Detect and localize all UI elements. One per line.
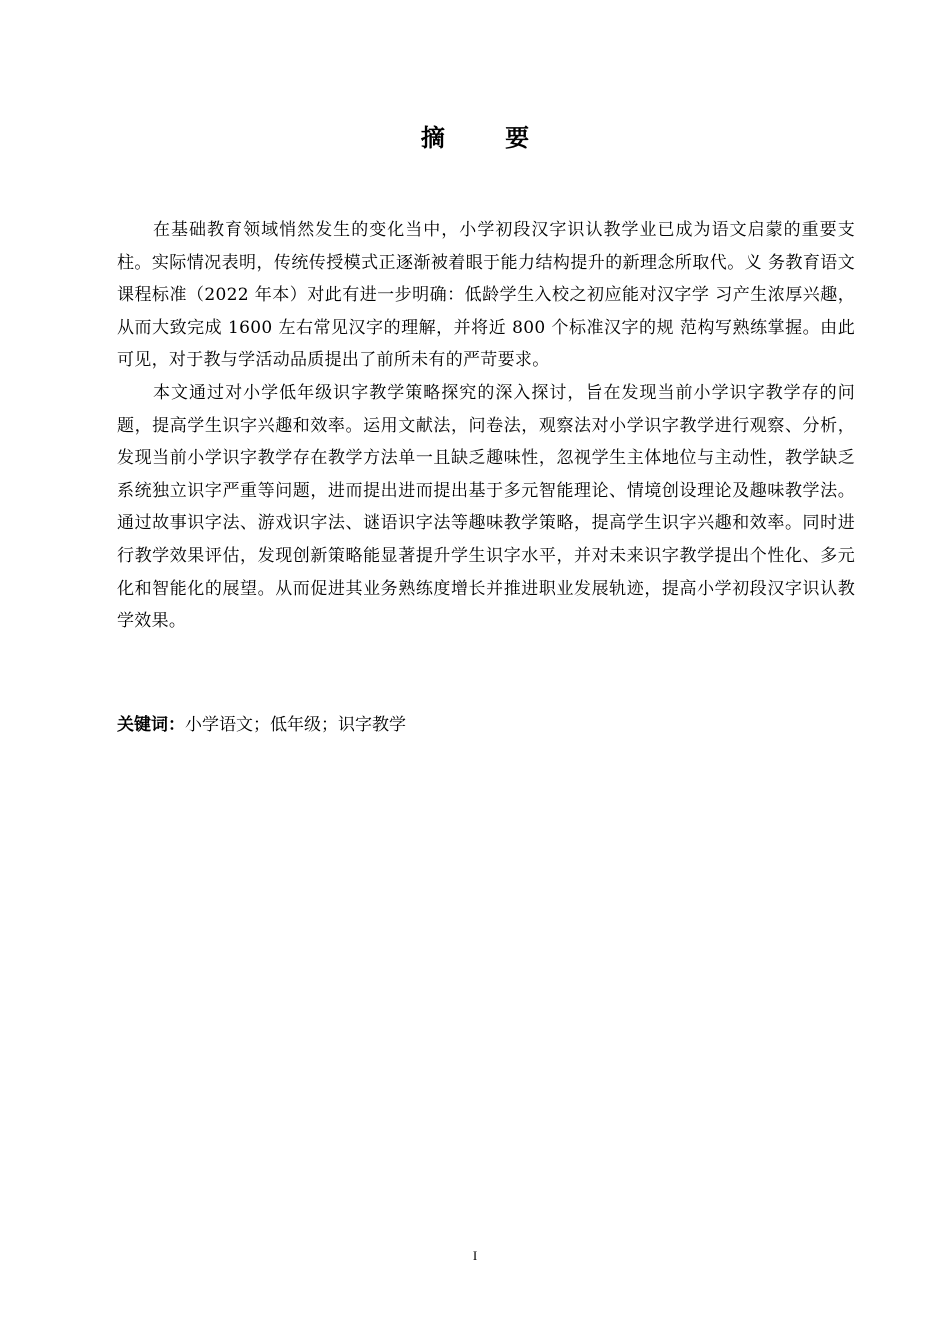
- abstract-body: [117, 214, 855, 638]
- keywords-line: [117, 709, 406, 741]
- keywords-label: 关键词：: [117, 715, 185, 735]
- page-number: I: [472, 1248, 478, 1263]
- abstract-title: 摘 要: [420, 124, 556, 152]
- abstract-paragraph-1: 在基础教育领域悄然发生的变化当中，小学初段汉字识认教学业已成为语文启蒙的重要支柱。实际情况表明，传统传授模式正逐渐被着眼于能力结构提升的新理念所取代。义 务教育语文课程标准（2022 年本）对此有进一步明确：低龄学生入校之初应能对汉字学 习产生浓厚兴趣，从而大致完成 1600 左右常见汉字的理解，并将近 800 个标准汉字的规 范构写熟练掌握。由此可见，对于教与学活动品质提出了前所未有的严苛要求。: [117, 220, 855, 371]
- keywords-value: 小学语文；低年级；识字教学: [185, 715, 406, 735]
- abstract-paragraph-2: 本文通过对小学低年级识字教学策略探究的深入探讨，旨在发现当前小学识字教学存的问题，提高学生识字兴趣和效率。运用文献法，问卷法，观察法对小学识字教学进行观察、分析，发现当前小学识字教学存在教学方法单一且缺乏趣味性，忽视学生主体地位与主动性，教学缺乏系统独立识字严重等问题，进而提出进而提出基于多元智能理论、情境创设理论及趣味教学法。通过故事识字法、游戏识字法、谜语识字法等趣味教学策略，提高学生识字兴趣和效率。同时进行教学效果评估，发现创新策略能显著提升学生识字水平，并对未来识字教学提出个性化、多元化和智能化的展望。从而促进其业务熟练度增长并推进职业发展轨迹，提高小学初段汉字识认教学效果。: [117, 382, 855, 632]
